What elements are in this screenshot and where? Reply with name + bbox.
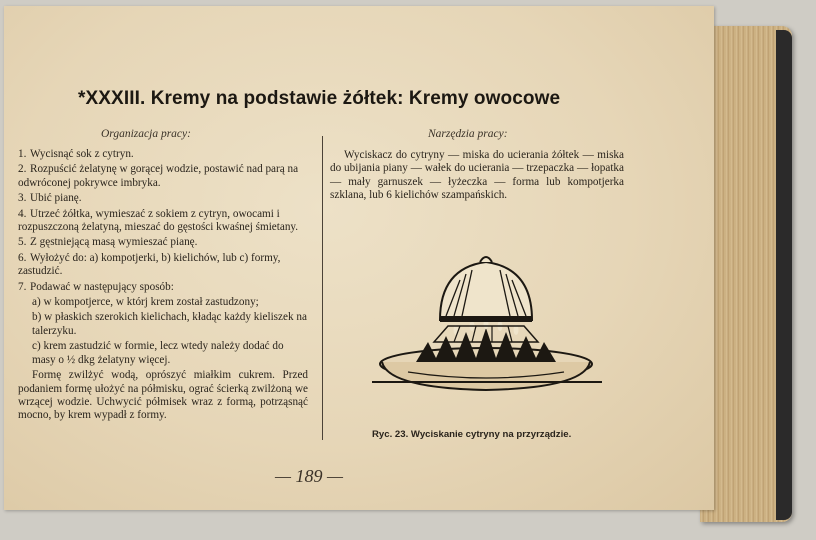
instruction-paragraph: Formę zwilżyć wodą, oprószyć miałkim cukrem. Przed podaniem formę ułożyć na półmisku, ograć ścierką zwilżoną we wrzącej wodzie. Uchwycić półmisek wraz z formą, potrząsnąć mocno, by krem wypadł z formy. <box>18 369 308 422</box>
book-cover <box>776 30 792 520</box>
step-item: 4. Utrzeć żółtka, wymieszać z sokiem z cytryn, owocami i rozpuszczoną żelatyną, mieszać do gęstości kwaśnej śmietany. <box>18 207 299 234</box>
subheading-tools: Narzędzia pracy: <box>428 128 508 140</box>
step-item: 2. Rozpuścić żelatynę w gorącej wodzie, postawić nad parą na odwróconej pokrywce imbryka. <box>18 163 299 189</box>
lemon-squeezer-illustration <box>368 250 608 410</box>
figure-caption: Ryc. 23. Wyciskanie cytryny na przyrządzie. <box>372 429 572 440</box>
book-page <box>4 6 714 510</box>
substep-item: a) w kompotjerce, w którj krem został zastudzony; <box>32 296 259 309</box>
step-item: 6. Wyłożyć do: a) kompotjerki, b) kielichów, lub c) formy, zastudzić. <box>18 251 281 278</box>
column-divider <box>322 136 323 440</box>
step-item: 1. Wycisnąć sok z cytryn. <box>18 148 134 160</box>
organization-column <box>18 148 308 423</box>
chapter-title: *XXXIII. Kremy na podstawie żółtek: Kremy owocowe <box>78 88 561 109</box>
substep-item: c) krem zastudzić w formie, lecz wtedy należy dodać do masy o ½ dkg żelatyny więcej. <box>32 340 284 366</box>
step-item: 7. Podawać w następujący sposób: <box>18 280 174 293</box>
tools-paragraph: Wyciskacz do cytryny — miska do ucierania żółtek — miska do ubijania piany — wałek do ucierania — trzepaczka — łopatka — mały garnuszek — łyżeczka — forma lub kompotjerka szklana, lub 6 kielichów szampańskich. <box>330 149 624 202</box>
step-item: 5. Z gęstniejącą masą wymieszać pianę. <box>18 236 198 249</box>
substep-item: b) w płaskich szerokich kielichach, kładąc każdy kieliszek na talerzyku. <box>32 311 307 337</box>
step-item: 3. Ubić pianę. <box>18 192 82 205</box>
subheading-organization: Organizacja pracy: <box>101 128 191 140</box>
page-number: — 189 — <box>275 466 344 486</box>
